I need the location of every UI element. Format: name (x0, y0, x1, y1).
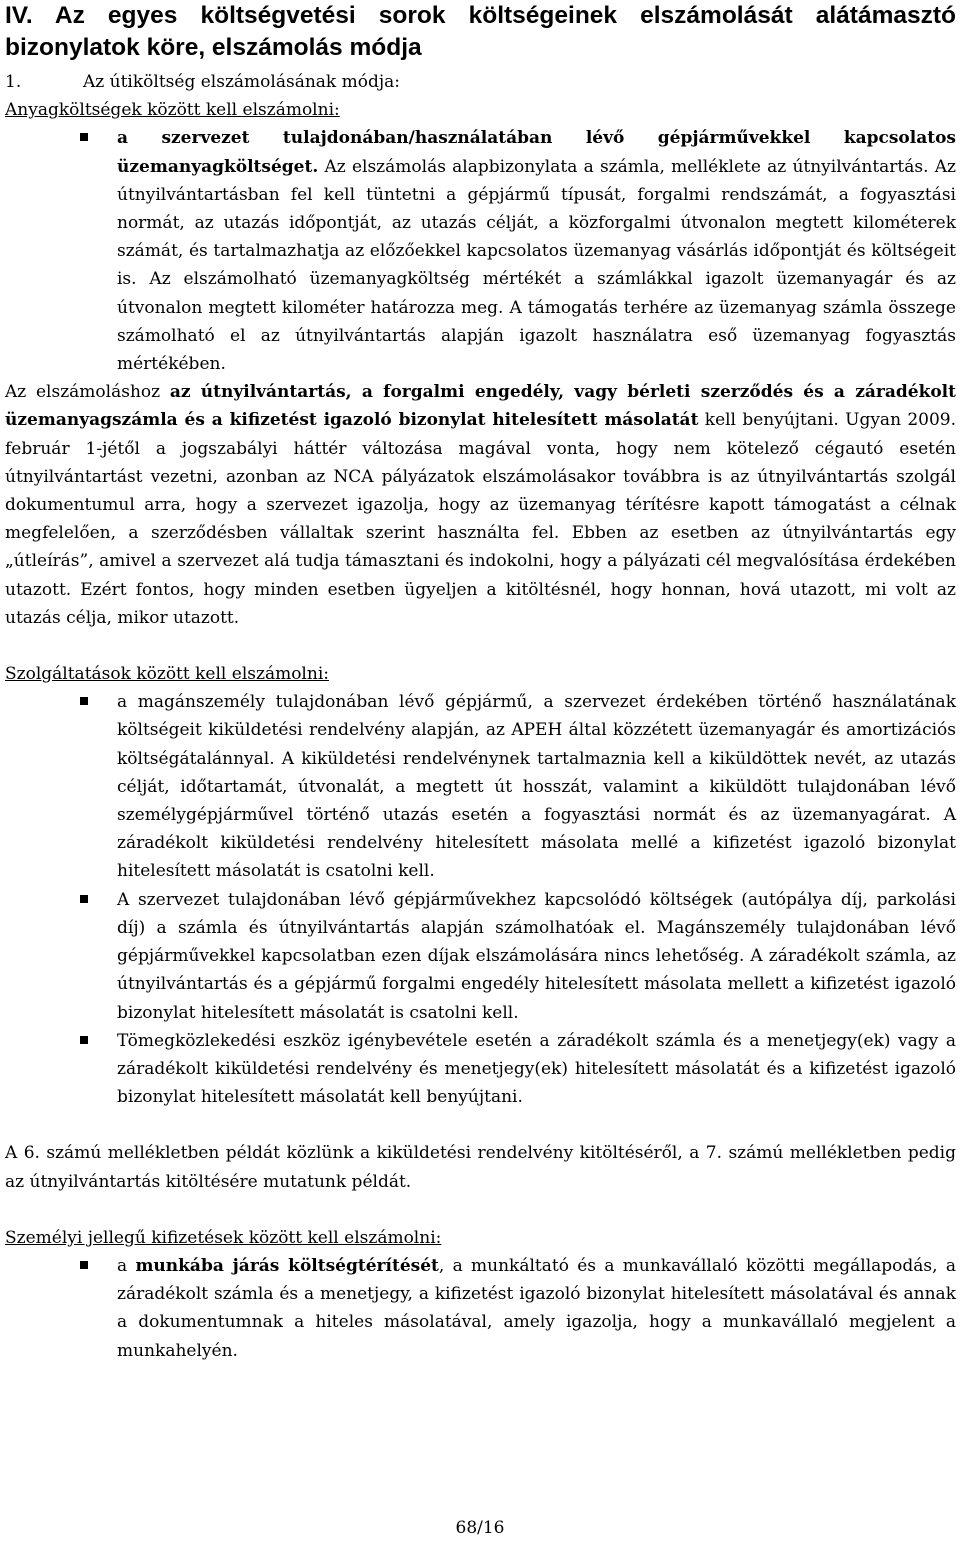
spacer (5, 632, 956, 660)
document-page (5, 0, 956, 1365)
anyag-paragraph: Az elszámoláshoz az útnyilvántartás, a forgalmi engedély, vagy bérleti szerződés és a záradékolt üzemanyagszámla és a kifizetést igazoló bizonylat hitelesített másolatát kell benyújtani. Ugyan 2009. február 1-jétől a jogszabályi háttér változása magával vonta, hogy nem kötelező cégautó esetén útnyilvántartást vezetni, azonban az NCA pályázatok elszámolásakor továbbra is az útnyilvántartás szolgál dokumentumul arra, hogy a szervezet igazolja, hogy az üzemanyag térítésre kapott támogatást a célnak megfelelően, a szerződésben vállaltak szerint használta fel. Ebben az esetben az útnyilvántartás egy „útleírás”, amivel a szervezet alá tudja támasztani és indokolni, hogy a pályázati cél megvalósítása érdekében utazott. Ezért fontos, hogy minden esetben ügyeljen a kitöltésnél, hogy honnan, hová utazott, mi volt az utazás célja, mikor utazott. (5, 382, 957, 628)
annex-paragraph: A 6. számú mellékletben példát közlünk a kiküldetési rendelvény kitöltéséről, a 7. számú mellékletben pedig az útnyilvántartás kitöltésére mutatunk példát. (5, 1143, 956, 1192)
spacer (5, 1196, 956, 1224)
list-item: Tömegközlekedési eszköz igénybevétele esetén a záradékolt számla és a menetjegy(ek) vagy a záradékolt kiküldetési rendelvény és menetjegy(ek) hitelesített másolatát és a kifizetést igazoló bizonylat hitelesített másolatát kell benyújtani. (5, 1027, 956, 1112)
list-item: A szervezet tulajdonában lévő gépjárművekhez kapcsolódó költségek (autópálya díj, parkolási díj) a számla és útnyilvántartás alapján számolhatóak el. Magánszemély tulajdonában lévő gépjárművekkel kapcsolatban ezen díjak elszámolására nincs lehetőség. A záradékolt számla, az útnyilvántartás és a gépjármű forgalmi engedély hitelesített másolata mellett a kifizetést igazoló bizonylat hitelesített másolatát is csatolni kell. (5, 886, 956, 1027)
subsection-title: Az útiköltség elszámolásának módja (83, 72, 395, 92)
anyag-heading: Anyagköltségek között kell elszámolni: (5, 100, 340, 121)
spacer (5, 1111, 956, 1139)
list-item: a munkába járás költségtérítését, a munkáltató és a munkavállaló közötti megállapodás, a záradékolt számla és a menetjegy, a kifizetést igazoló bizonylat hitelesített másolatával és annak a dokumentumnak a hiteles másolatával, amely igazolja, hogy a munkavállaló megjelent a munkahelyén. (5, 1252, 956, 1365)
anyag-list (5, 124, 956, 378)
subsection-heading: 1. Az útiköltség elszámolásának módja: (5, 68, 956, 96)
szolg-list (5, 688, 956, 1111)
szemelyi-heading: Személyi jellegű kifizetések között kell elszámolni: (5, 1227, 442, 1248)
szemelyi-list (5, 1252, 956, 1365)
bullet-text: Az elszámolás alapbizonylata a számla, melléklete az útnyilvántartás. Az útnyilvántartásban fel kell tüntetni a gépjármű típusát, forgalmi rendszámát, a fogyasztási normát, az utazás időpontját, az utazás célját, a közforgalmi útvonalon megtett kilométerek számát, és tartalmazhatja az előzőekkel kapcsolatos üzemanyag vásárlás időpontját és költségeit is. Az elszámolható üzemanyagköltség mértékét a számlákkal igazolt üzemanyagár és az útvonalon megtett kilométer határozza meg. A támogatás terhére az üzemanyag számla összege számolható el az útnyilvántartás alapján igazolt használatra eső üzemanyag fogyasztás mértékében. (117, 156, 956, 375)
page-number: 68/16 (455, 1518, 505, 1538)
szolg-heading: Szolgáltatások között kell elszámolni: (5, 664, 329, 685)
required-documents: az útnyilvántartás, a forgalmi engedély, vagy bérleti szerződés és a záradékolt üzemanyagszámla és a kifizetést igazoló bizonylat hitelesített másolatát (5, 382, 956, 431)
subsection-number: 1. (5, 72, 22, 92)
bullet-bold-text: a szervezet tulajdonában/használatában lévő gépjárművekkel kapcsolatos üzemanyagköltséget. (117, 128, 956, 177)
bullet-bold-text: munkába járás költségtérítését (135, 1255, 439, 1276)
section-heading: IV. Az egyes költségvetési sorok költségeinek elszámolását alátámasztó bizonylatok köre, elszámolás módja (5, 2, 956, 61)
list-item: a magánszemély tulajdonában lévő gépjármű, a szervezet érdekében történő használatának költségeit kiküldetési rendelvény alapján, az APEH által közzétett üzemanyagár és amortizációs költségátalánnyal. A kiküldetési rendelvénynek tartalmaznia kell a kiküldöttek nevét, az utazás célját, időtartamát, útvonalát, a megtett út hosszát, valamint a kiküldött tulajdonában lévő személygépjárművel történő utazás esetén a fogyasztási normát és az üzemanyagárat. A záradékolt kiküldetési rendelvény hitelesített másolata mellé a kifizetést igazoló bizonylat hitelesített másolatát is csatolni kell. (5, 688, 956, 885)
list-item (5, 124, 956, 378)
